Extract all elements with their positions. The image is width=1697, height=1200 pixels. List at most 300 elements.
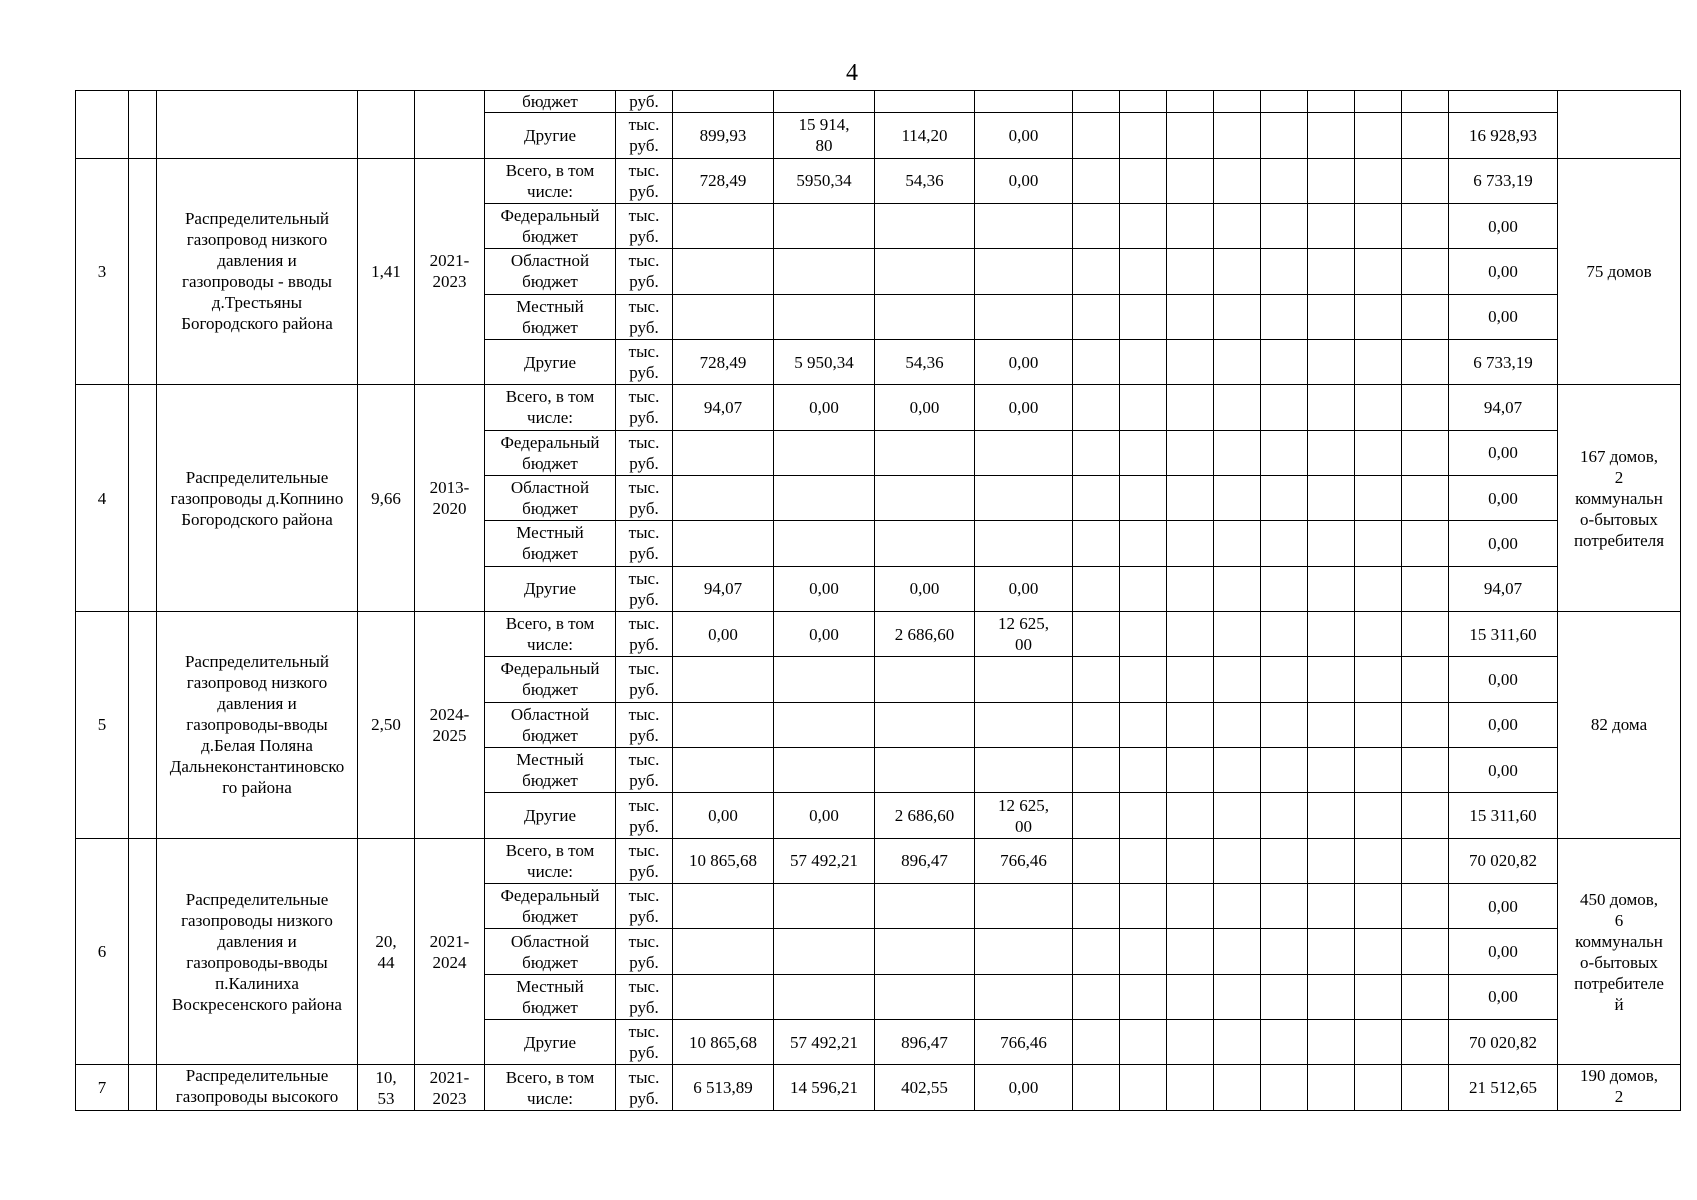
empty-cell (1402, 521, 1449, 566)
total-value: 0,00 (1449, 521, 1558, 566)
empty-cell (129, 91, 157, 159)
empty-cell (1214, 793, 1261, 838)
empty-cell (1167, 884, 1214, 929)
empty-cell (1073, 339, 1120, 384)
empty-cell (1120, 521, 1167, 566)
funding-source-label: Всего, в том числе: (485, 158, 616, 203)
empty-cell (1355, 113, 1402, 158)
year-value (875, 884, 975, 929)
total-value: 0,00 (1449, 974, 1558, 1019)
empty-cell (1308, 475, 1355, 520)
unit-cell: тыс. руб. (616, 793, 673, 838)
empty-cell (1261, 339, 1308, 384)
empty-cell (1402, 884, 1449, 929)
funding-source-label: Областной бюджет (485, 702, 616, 747)
object-number: 3 (76, 158, 129, 385)
year-value: 728,49 (673, 339, 774, 384)
unit-cell: тыс. руб. (616, 657, 673, 702)
unit-cell: тыс. руб. (616, 1020, 673, 1065)
year-value: 10 865,68 (673, 1020, 774, 1065)
table-row (76, 158, 1681, 203)
funding-source-label: Другие (485, 339, 616, 384)
year-value: 15 914, 80 (774, 113, 875, 158)
year-value: 0,00 (774, 566, 875, 611)
empty-cell (1120, 203, 1167, 248)
total-value: 94,07 (1449, 566, 1558, 611)
empty-cell (1355, 1020, 1402, 1065)
year-value (875, 747, 975, 792)
table-row (76, 1065, 1681, 1111)
year-value: 0,00 (975, 1065, 1073, 1111)
empty-cell (1402, 611, 1449, 656)
empty-cell (1402, 385, 1449, 430)
empty-cell (1214, 475, 1261, 520)
empty-cell (1120, 566, 1167, 611)
year-value (975, 294, 1073, 339)
empty-cell (1261, 657, 1308, 702)
empty-cell (1402, 1065, 1449, 1111)
empty-cell (1355, 974, 1402, 1019)
empty-cell (1402, 974, 1449, 1019)
total-value: 70 020,82 (1449, 1020, 1558, 1065)
empty-cell (1261, 566, 1308, 611)
empty-cell (1214, 158, 1261, 203)
result-cell: 190 домов, 2 (1558, 1065, 1681, 1111)
total-value: 0,00 (1449, 203, 1558, 248)
year-value: 5 950,34 (774, 339, 875, 384)
empty-cell (1214, 249, 1261, 294)
empty-cell (1167, 521, 1214, 566)
unit-cell: тыс. руб. (616, 385, 673, 430)
year-value: 766,46 (975, 1020, 1073, 1065)
empty-cell (1308, 793, 1355, 838)
funding-source-label: Местный бюджет (485, 974, 616, 1019)
empty-cell (1402, 566, 1449, 611)
year-value (875, 475, 975, 520)
table-row (76, 385, 1681, 430)
year-value (673, 521, 774, 566)
empty-cell (1214, 521, 1261, 566)
empty-cell (1214, 339, 1261, 384)
empty-cell (1073, 747, 1120, 792)
empty-cell (1214, 113, 1261, 158)
empty-cell (1355, 385, 1402, 430)
empty-cell (1402, 475, 1449, 520)
empty-cell (1449, 91, 1558, 113)
empty-cell (1261, 521, 1308, 566)
year-value: 57 492,21 (774, 1020, 875, 1065)
empty-cell (1308, 521, 1355, 566)
empty-cell (1261, 113, 1308, 158)
total-value: 15 311,60 (1449, 611, 1558, 656)
year-value (673, 747, 774, 792)
pipeline-length: 9,66 (358, 385, 415, 612)
empty-cell (1308, 1020, 1355, 1065)
funding-source-label: Всего, в том числе: (485, 611, 616, 656)
pipeline-length: 1,41 (358, 158, 415, 385)
empty-cell (1355, 1065, 1402, 1111)
year-value (975, 521, 1073, 566)
funding-source-label: Другие (485, 566, 616, 611)
empty-cell (1402, 158, 1449, 203)
empty-cell (1261, 838, 1308, 883)
year-value: 0,00 (673, 793, 774, 838)
empty-cell (1355, 249, 1402, 294)
empty-cell (1120, 838, 1167, 883)
empty-cell (129, 838, 157, 1065)
unit-cell: тыс. руб. (616, 339, 673, 384)
year-value: 0,00 (975, 158, 1073, 203)
total-value: 0,00 (1449, 475, 1558, 520)
funding-source-label: Всего, в том числе: (485, 838, 616, 883)
empty-cell (1120, 974, 1167, 1019)
empty-cell (1261, 793, 1308, 838)
empty-cell (1120, 158, 1167, 203)
unit-cell: тыс. руб. (616, 203, 673, 248)
total-value: 16 928,93 (1449, 113, 1558, 158)
empty-cell (1120, 793, 1167, 838)
unit-cell: тыс. руб. (616, 521, 673, 566)
empty-cell (1073, 657, 1120, 702)
empty-cell (1308, 657, 1355, 702)
year-value: 0,00 (774, 385, 875, 430)
empty-cell (1214, 657, 1261, 702)
empty-cell (1402, 747, 1449, 792)
empty-cell (1214, 611, 1261, 656)
year-value (975, 702, 1073, 747)
empty-cell (1167, 838, 1214, 883)
empty-cell (1073, 430, 1120, 475)
funding-source-label: Федеральный бюджет (485, 430, 616, 475)
empty-cell (157, 91, 358, 159)
empty-cell (1073, 1020, 1120, 1065)
funding-source-label: Местный бюджет (485, 521, 616, 566)
result-cell: 75 домов (1558, 158, 1681, 385)
year-value: 728,49 (673, 158, 774, 203)
year-value (975, 475, 1073, 520)
empty-cell (1073, 974, 1120, 1019)
empty-cell (1167, 294, 1214, 339)
empty-cell (1355, 475, 1402, 520)
empty-cell (1402, 702, 1449, 747)
result-cell (1558, 91, 1681, 159)
year-value: 57 492,21 (774, 838, 875, 883)
total-value: 0,00 (1449, 430, 1558, 475)
unit-cell: тыс. руб. (616, 294, 673, 339)
result-cell: 450 домов, 6 коммунальн о-бытовых потребителе й (1558, 838, 1681, 1065)
year-value: 54,36 (875, 339, 975, 384)
funding-source-label: Другие (485, 113, 616, 158)
empty-cell (1308, 702, 1355, 747)
year-value (673, 249, 774, 294)
empty-cell (1261, 294, 1308, 339)
empty-cell (1308, 339, 1355, 384)
unit-cell: тыс. руб. (616, 884, 673, 929)
empty-cell (1167, 113, 1214, 158)
year-value: 12 625, 00 (975, 793, 1073, 838)
empty-cell (1167, 385, 1214, 430)
year-value: 0,00 (875, 385, 975, 430)
total-value: 0,00 (1449, 747, 1558, 792)
empty-cell (1308, 385, 1355, 430)
empty-cell (1120, 249, 1167, 294)
year-value (673, 294, 774, 339)
empty-cell (1261, 1020, 1308, 1065)
empty-cell (1355, 884, 1402, 929)
year-value: 0,00 (975, 113, 1073, 158)
year-value (975, 657, 1073, 702)
empty-cell (1355, 521, 1402, 566)
funding-source-label: Всего, в том числе: (485, 1065, 616, 1111)
empty-cell (1261, 702, 1308, 747)
empty-cell (1120, 294, 1167, 339)
empty-cell (1120, 747, 1167, 792)
year-value (774, 929, 875, 974)
empty-cell (1073, 203, 1120, 248)
total-value: 0,00 (1449, 929, 1558, 974)
year-value (875, 203, 975, 248)
year-value (875, 929, 975, 974)
empty-cell (1214, 294, 1261, 339)
empty-cell (1402, 929, 1449, 974)
year-value: 94,07 (673, 566, 774, 611)
empty-cell (1214, 385, 1261, 430)
year-value: 10 865,68 (673, 838, 774, 883)
total-value: 94,07 (1449, 385, 1558, 430)
empty-cell (1355, 702, 1402, 747)
unit-cell: тыс. руб. (616, 747, 673, 792)
empty-cell (1308, 113, 1355, 158)
unit-cell: тыс. руб. (616, 113, 673, 158)
total-value: 0,00 (1449, 884, 1558, 929)
funding-source-label: Областной бюджет (485, 475, 616, 520)
object-number: 6 (76, 838, 129, 1065)
empty-cell (1073, 91, 1120, 113)
empty-cell (1120, 475, 1167, 520)
empty-cell (1167, 1020, 1214, 1065)
unit-cell: тыс. руб. (616, 1065, 673, 1111)
empty-cell (1167, 702, 1214, 747)
empty-cell (1120, 611, 1167, 656)
year-value (975, 430, 1073, 475)
empty-cell (1355, 566, 1402, 611)
empty-cell (1073, 566, 1120, 611)
total-value: 0,00 (1449, 249, 1558, 294)
year-value (673, 475, 774, 520)
pipeline-length: 10, 53 (358, 1065, 415, 1111)
empty-cell (1167, 974, 1214, 1019)
year-value (774, 294, 875, 339)
funding-source-label: Местный бюджет (485, 294, 616, 339)
empty-cell (1261, 929, 1308, 974)
year-value (673, 929, 774, 974)
total-value: 70 020,82 (1449, 838, 1558, 883)
table-row (76, 611, 1681, 656)
year-value (975, 884, 1073, 929)
empty-cell (1402, 1020, 1449, 1065)
empty-cell (1308, 566, 1355, 611)
empty-cell (1355, 91, 1402, 113)
empty-cell (1167, 203, 1214, 248)
empty-cell (1261, 974, 1308, 1019)
page-number: 4 (846, 60, 858, 86)
empty-cell (1261, 475, 1308, 520)
year-value: 0,00 (774, 793, 875, 838)
empty-cell (1214, 1065, 1261, 1111)
year-value: 6 513,89 (673, 1065, 774, 1111)
empty-cell (1120, 385, 1167, 430)
year-value (875, 430, 975, 475)
empty-cell (1308, 203, 1355, 248)
empty-cell (1261, 747, 1308, 792)
empty-cell (1402, 91, 1449, 113)
empty-cell (1308, 611, 1355, 656)
empty-cell (1214, 203, 1261, 248)
empty-cell (1120, 339, 1167, 384)
budget-table (75, 90, 1681, 1111)
empty-cell (1214, 884, 1261, 929)
year-value: 896,47 (875, 838, 975, 883)
year-value (673, 974, 774, 1019)
empty-cell (1214, 929, 1261, 974)
empty-cell (1402, 339, 1449, 384)
empty-cell (129, 1065, 157, 1111)
year-value: 94,07 (673, 385, 774, 430)
year-value (975, 747, 1073, 792)
empty-cell (1214, 974, 1261, 1019)
year-value (975, 249, 1073, 294)
year-value: 0,00 (975, 339, 1073, 384)
unit-cell: тыс. руб. (616, 566, 673, 611)
empty-cell (1073, 385, 1120, 430)
funding-source-label: Местный бюджет (485, 747, 616, 792)
empty-cell (1073, 521, 1120, 566)
empty-cell (1402, 249, 1449, 294)
funding-source-label: Областной бюджет (485, 249, 616, 294)
construction-years: 2024- 2025 (415, 611, 485, 838)
year-value (774, 475, 875, 520)
year-value (774, 203, 875, 248)
year-value (673, 430, 774, 475)
total-value: 6 733,19 (1449, 158, 1558, 203)
empty-cell (1308, 249, 1355, 294)
year-value (875, 294, 975, 339)
empty-cell (129, 611, 157, 838)
empty-cell (1261, 203, 1308, 248)
year-value (673, 203, 774, 248)
empty-cell (76, 91, 129, 159)
empty-cell (1167, 929, 1214, 974)
empty-cell (1214, 566, 1261, 611)
unit-cell: тыс. руб. (616, 702, 673, 747)
total-value: 21 512,65 (1449, 1065, 1558, 1111)
year-value (774, 884, 875, 929)
empty-cell (1073, 113, 1120, 158)
empty-cell (1167, 611, 1214, 656)
year-value (975, 929, 1073, 974)
empty-cell (1308, 158, 1355, 203)
funding-source-label: бюджет (485, 91, 616, 113)
empty-cell (1120, 884, 1167, 929)
year-value (774, 521, 875, 566)
empty-cell (415, 91, 485, 159)
empty-cell (1355, 158, 1402, 203)
empty-cell (1261, 884, 1308, 929)
empty-cell (1261, 430, 1308, 475)
total-value: 0,00 (1449, 657, 1558, 702)
object-name: Распределительные газопроводы д.Копнино Богородского района (157, 385, 358, 612)
year-value (673, 657, 774, 702)
empty-cell (1120, 1065, 1167, 1111)
empty-cell (1308, 974, 1355, 1019)
empty-cell (1167, 158, 1214, 203)
empty-cell (1261, 1065, 1308, 1111)
empty-cell (774, 91, 875, 113)
empty-cell (1355, 793, 1402, 838)
empty-cell (1167, 747, 1214, 792)
year-value (774, 747, 875, 792)
unit-cell: тыс. руб. (616, 929, 673, 974)
year-value (875, 702, 975, 747)
empty-cell (1261, 249, 1308, 294)
table-row (76, 838, 1681, 883)
object-name: Распределительный газопровод низкого давления и газопроводы-вводы д.Белая Поляна Дальнеконстантиновско го района (157, 611, 358, 838)
object-name: Распределительный газопровод низкого давления и газопроводы - вводы д.Трестьяны Богородского района (157, 158, 358, 385)
empty-cell (1355, 294, 1402, 339)
year-value (875, 521, 975, 566)
empty-cell (1308, 294, 1355, 339)
funding-source-label: Всего, в том числе: (485, 385, 616, 430)
year-value (975, 203, 1073, 248)
year-value (774, 974, 875, 1019)
empty-cell (1308, 838, 1355, 883)
year-value (774, 249, 875, 294)
empty-cell (1073, 249, 1120, 294)
total-value: 6 733,19 (1449, 339, 1558, 384)
empty-cell (1167, 91, 1214, 113)
year-value (875, 249, 975, 294)
year-value: 12 625, 00 (975, 611, 1073, 656)
total-value: 0,00 (1449, 702, 1558, 747)
empty-cell (1308, 929, 1355, 974)
construction-years: 2013- 2020 (415, 385, 485, 612)
empty-cell (1073, 294, 1120, 339)
unit-cell: тыс. руб. (616, 838, 673, 883)
empty-cell (1214, 1020, 1261, 1065)
empty-cell (1402, 294, 1449, 339)
empty-cell (1308, 747, 1355, 792)
unit-cell: тыс. руб. (616, 475, 673, 520)
year-value: 766,46 (975, 838, 1073, 883)
empty-cell (1402, 657, 1449, 702)
year-value: 14 596,21 (774, 1065, 875, 1111)
result-cell: 167 домов, 2 коммунальн о-бытовых потребителя (1558, 385, 1681, 612)
funding-source-label: Другие (485, 793, 616, 838)
empty-cell (673, 91, 774, 113)
empty-cell (1167, 566, 1214, 611)
empty-cell (1167, 249, 1214, 294)
year-value: 899,93 (673, 113, 774, 158)
total-value: 15 311,60 (1449, 793, 1558, 838)
total-value: 0,00 (1449, 294, 1558, 339)
object-number: 5 (76, 611, 129, 838)
year-value (774, 702, 875, 747)
year-value (875, 974, 975, 1019)
empty-cell (129, 158, 157, 385)
unit-cell: тыс. руб. (616, 249, 673, 294)
funding-source-label: Федеральный бюджет (485, 884, 616, 929)
year-value: 0,00 (673, 611, 774, 656)
